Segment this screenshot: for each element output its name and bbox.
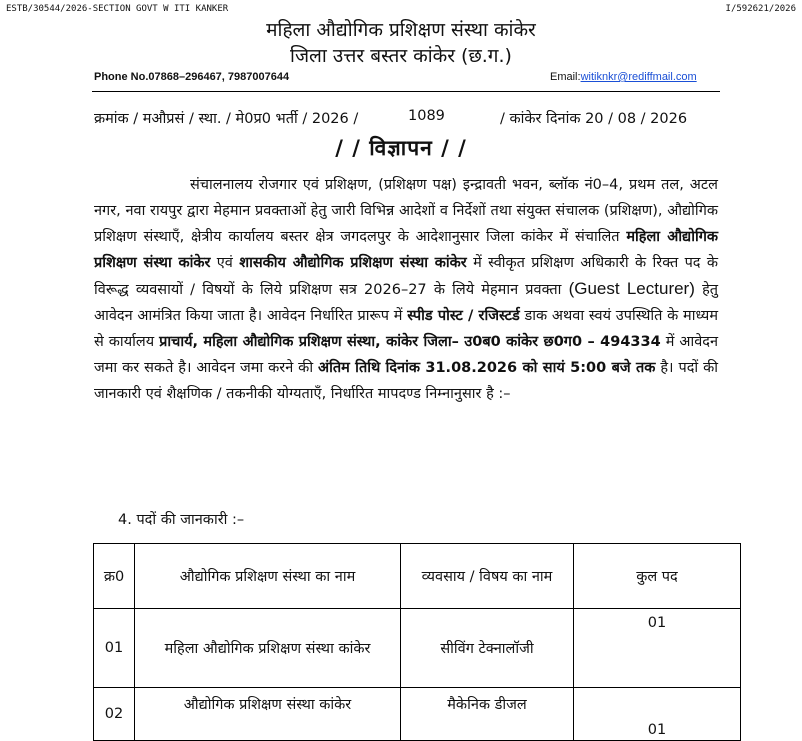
phone-line	[94, 71, 289, 83]
header-institute: औद्योगिक प्रशिक्षण संस्था का नाम	[135, 544, 401, 609]
advertisement-heading: / / विज्ञापन / /	[335, 136, 467, 160]
row-institute: महिला औद्योगिक प्रशिक्षण संस्था कांकेर	[135, 609, 401, 688]
email-line	[550, 71, 697, 83]
guest-lecturer-text: (Guest Lecturer)	[568, 279, 695, 298]
row-total-posts: 01	[574, 609, 741, 688]
body-bold: स्पीड पोस्ट / रजिस्टर्ड	[407, 308, 520, 324]
body-bold: महिला औद्योगिक प्रशिक्षण संस्था कांकेर	[94, 229, 718, 271]
phone-label: Phone No.	[94, 71, 149, 83]
body-bold: अंतिम तिथि दिनांक 31.08.2026 को सायं 5:00 बजे तक	[318, 360, 656, 376]
body-text: संचालनालय रोजगार एवं प्रशिक्षण, (प्रशिक्षण पक्ष) इन्द्रावती भवन, ब्लॉक नं0–4, प्रथम तल, अटल नगर, नवा रायपुर द्वारा मेहमान प्रवक्ताओं हेतु जारी विभिन्न आदेशों व निर्देशों तथा संयुक्त संचालक (प्रशिक्षण), औद्योगिक प्रशिक्षण संस्थाएँ, क्षेत्रीय कार्यालय बस्तर क्षेत्र जगदलपुर के आदेशानुसार जिला कांकेर में संचालित	[94, 177, 718, 245]
body-bold: शासकीय औद्योगिक प्रशिक्षण संस्था कांकेर	[239, 255, 467, 271]
email-link[interactable]: witiknkr@rediffmail.com	[580, 71, 697, 83]
district-name: जिला उत्तर बस्तर कांकेर (छ.ग.)	[290, 45, 512, 67]
row-serial: 02	[94, 688, 135, 741]
body-text: में स्वीकृत प्रशिक्षण अधिकारी के रिक्त पद के विरूद्ध व्यवसायों / विषयों के लिये प्रशिक्षण सत्र 2026–27 के लिये मेहमान प्रवक्ता	[94, 255, 718, 298]
table-header-row	[94, 544, 741, 609]
body-text: डाक अथवा स्वयं उपस्थिति के माध्यम से कार्यालय	[94, 308, 719, 350]
header-trade: व्यवसाय / विषय का नाम	[401, 544, 574, 609]
table-row	[94, 609, 741, 688]
section-title: 4. पदों की जानकारी :–	[118, 512, 245, 528]
body-text: एवं	[216, 255, 233, 271]
reference-number: 1089	[408, 108, 445, 124]
row-serial: 01	[94, 609, 135, 688]
posts-table	[93, 543, 741, 741]
file-reference-left: ESTB/30544/2026-SECTION GOVT W ITI KANKER	[6, 4, 229, 14]
header-total-posts: कुल पद	[574, 544, 741, 609]
file-reference-right: I/592621/2026	[725, 4, 796, 14]
institute-name: महिला औद्योगिक प्रशिक्षण संस्था कांकेर	[266, 19, 536, 41]
body-text: है। पदों की जानकारी एवं शैक्षणिक / तकनीकी योग्यताएँ, निर्धारित मापदण्ड निम्नानुसार है :–	[94, 360, 719, 402]
row-institute: औद्योगिक प्रशिक्षण संस्था कांकेर	[135, 688, 401, 741]
header-divider	[92, 91, 720, 92]
reference-date: / कांकेर दिनांक 20 / 08 / 2026	[500, 111, 688, 127]
row-trade: मैकेनिक डीजल	[401, 688, 574, 741]
phone-value: 07868–296467, 7987007644	[148, 71, 290, 83]
table-row	[94, 688, 741, 741]
reference-number-text: क्रमांक / मऔप्रसं / स्था. / मे0प्र0 भर्ती / 2026 /	[94, 111, 359, 127]
email-label: Email:	[550, 71, 581, 83]
row-trade: सीविंग टेक्नालॉजी	[401, 609, 574, 688]
body-text: हेतु आवेदन आमंत्रित किया जाता है। आवेदन निर्धारित प्रारूप में	[94, 282, 719, 324]
body-bold: प्राचार्य, महिला औद्योगिक प्रशिक्षण संस्था, कांकेर जिला– उ0ब0 कांकेर छ0ग0 – 494334	[159, 334, 661, 350]
header-serial: क्र0	[94, 544, 135, 609]
body-text: में आवेदन जमा कर सकते है। आवेदन जमा करने की	[94, 334, 719, 376]
row-total-posts: 01	[574, 688, 741, 741]
advertisement-body	[94, 172, 718, 407]
